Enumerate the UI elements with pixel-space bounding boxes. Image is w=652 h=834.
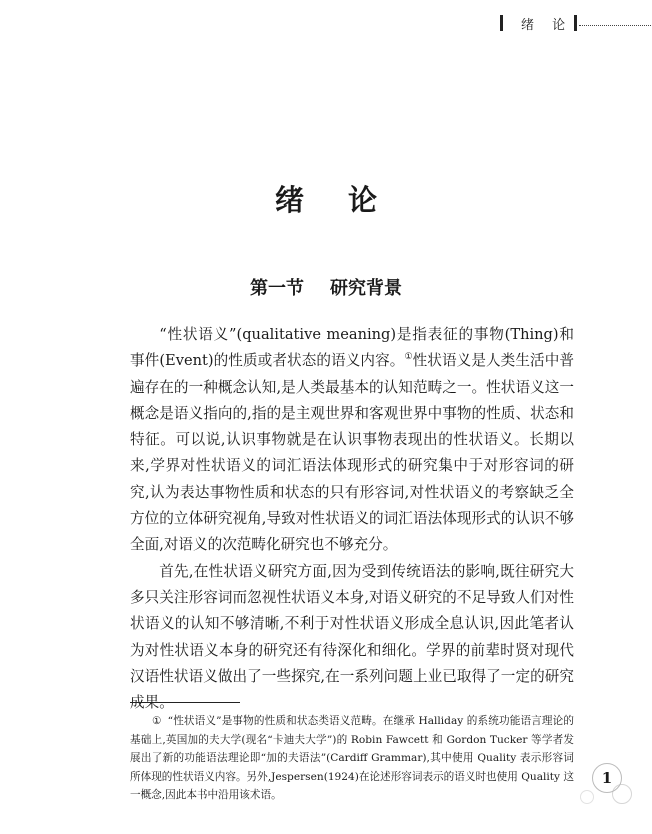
paragraph-2: 首先,在性状语义研究方面,因为受到传统语法的影响,既往研究大多只关注形容词而忽视性状语义本身,对语义研究的不足导致人们对性状语义的认知不够清晰,不利于对性状语义形成全息认识,因此笔者认为对性状语义本身的研究还有待深化和细化。学界的前辈时贤对现代汉语性状语义做出了一些探究,在一系列问题上业已取得了一定的研究成果。 — [130, 562, 574, 712]
page-number: 1 — [592, 763, 622, 793]
section-title: 研究背景 — [330, 278, 402, 299]
header-dotted-leader — [579, 25, 651, 26]
header-bar-right — [574, 15, 577, 31]
running-title: 绪 论 — [521, 17, 573, 33]
section-number: 第一节 — [250, 278, 304, 299]
footnote — [130, 712, 574, 805]
paragraph-1 — [130, 322, 574, 559]
paragraph-1-part-2: 性状语义是人类生活中普遍存在的一种概念认知,是人类最基本的认知范畴之一。性状语义这一概念是语义指向的,指的是主观世界和客观世界中事物的性质、状态和特征。可以说,认识事物就是在认识事物表现出的性状语义。长期以来,学界对性状语义的词汇语法体现形式的研究集中于对形容词的研究,认为表达事物性质和状态的只有形容词,对性状语义的考察缺乏全方位的立体研究视角,导致对性状语义的词汇语法体现形式的认识不够全面,对语义的次范畴化研究也不够充分。 — [130, 352, 574, 554]
footnote-rule — [130, 702, 240, 703]
chapter-title: 绪论 — [274, 183, 421, 217]
section-heading — [0, 274, 652, 300]
footnote-reference[interactable]: ① — [404, 352, 413, 363]
footnote-text: “性状语义”是事物的性质和状态类语义范畴。在继承 Halliday 的系统功能语言理论的基础上,英国加的夫大学(现名“卡迪夫大学”)的 Robin Fawcett 和 Gordon Tucker 等学者发展出了新的功能语法理论即“加的夫语法”(Cardiff Grammar),其中使用 Quality 表示形容词所体现的性状语义内容。另外,Jespersen(1924)在论述形容词表示的语义时也使用 Quality 这一概念,因此本书中沿用该术语。 — [130, 715, 574, 801]
body-text — [130, 322, 574, 716]
paragraph-1-part-1: “性状语义”(qualitative meaning)是指表征的事物(Thing)和事件(Event)的性质或者状态的语义内容。 — [130, 326, 574, 370]
header-bar-left — [500, 15, 503, 31]
page-number-decoration-small — [580, 790, 594, 804]
footnote-mark: ① — [152, 715, 162, 727]
running-header — [500, 12, 651, 34]
